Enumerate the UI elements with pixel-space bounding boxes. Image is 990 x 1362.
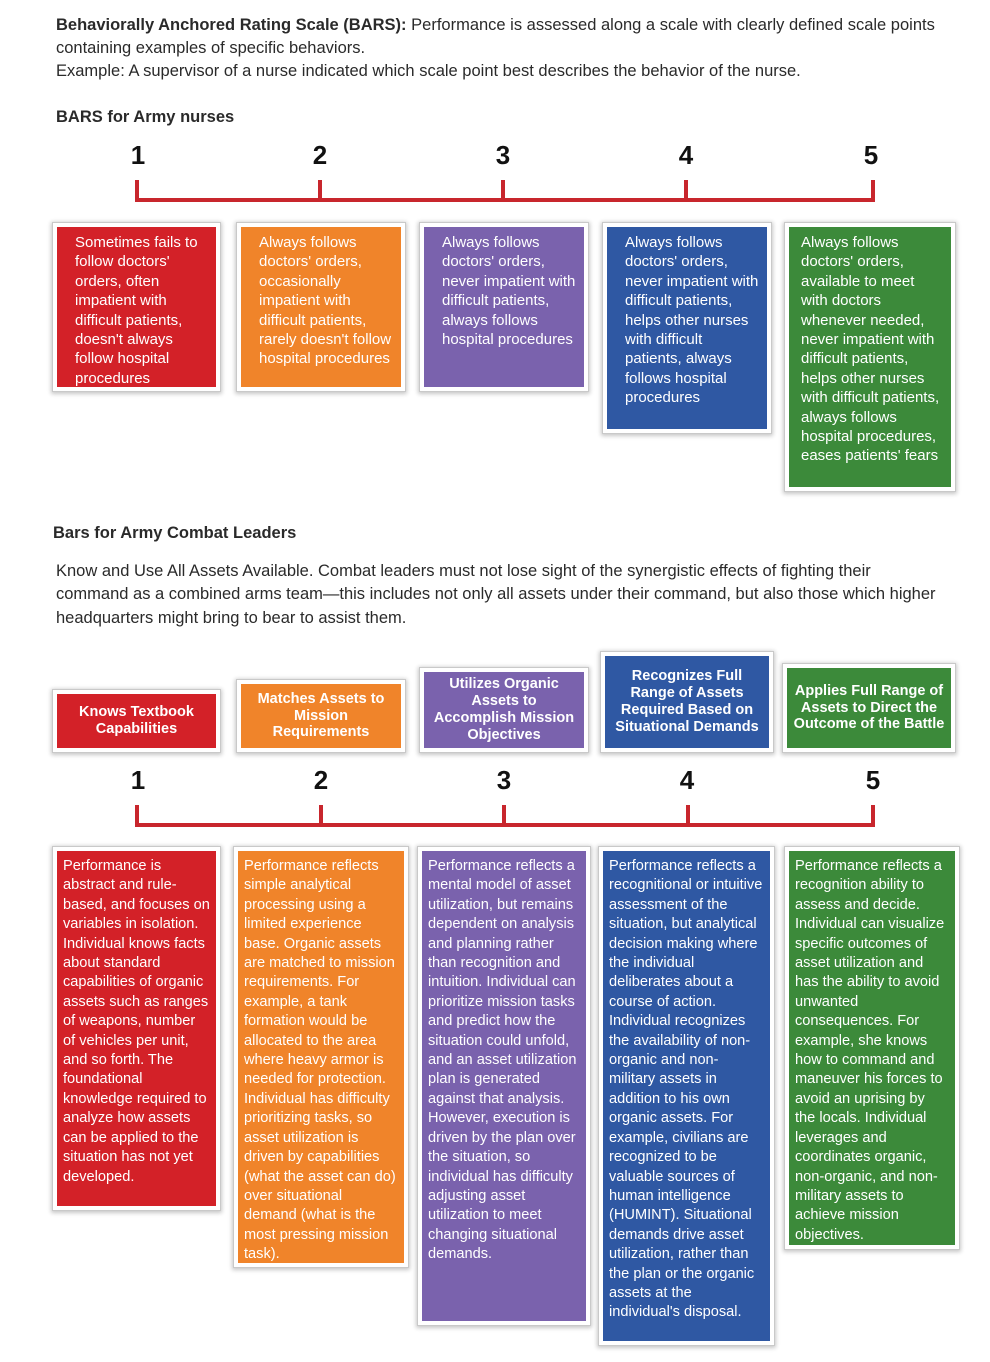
leaders-description-1: Performance is abstract and rule-based, and focuses on variables in isolation. Individual knows facts about standard capabilities of organic assets such as ranges of weapons, number of vehicles per unit, and so forth. The foundational knowledge required to analyze how assets can be applied to the situation has not yet developed. — [53, 847, 220, 1210]
nurses-anchor-2: Always follows doctors' orders, occasionally impatient with difficult patients, rarely doesn't follow hospital procedures — [237, 223, 405, 391]
leaders-description-4: Performance reflects a recognitional or intuitive assessment of the situation, but analytical decision making where the individual deliberates about a course of action. Individual recognizes the availability of non-organic and non-military assets in addition to his own organic assets. For example, civilians are recognized to be valuable sources of human intelligence (HUMINT). Situational demands drive asset utilization, rather than the plan or the organic assets at the individual's disposal. — [599, 847, 774, 1345]
leaders-description-3: Performance reflects a mental model of asset utilization, but remains dependent on analysis and planning rather than recognition and intuition. Individual can prioritize mission tasks and predict how the situation could unfold, and an asset utilization plan is generated against that analysis. However, execution is driven by the plan over the situation, so individual has difficulty adjusting asset utilization to meet changing situational demands. — [418, 847, 590, 1325]
leaders-header-5: Applies Full Range of Assets to Direct the Outcome of the Battle — [783, 664, 955, 752]
leaders-header-2: Matches Assets to Mission Requirements — [237, 680, 405, 752]
leaders-section-title: Bars for Army Combat Leaders — [53, 524, 297, 542]
nurses-section-title: BARS for Army nurses — [56, 108, 235, 126]
nurses-anchor-3: Always follows doctors' orders, never impatient with difficult patients, always follows hospital procedures — [420, 223, 588, 391]
leaders-header-3: Utilizes Organic Assets to Accomplish Mission Objectives — [420, 668, 588, 752]
leaders-description-2: Performance reflects simple analytical processing using a limited experience base. Organic assets are matched to mission requirements. For example, a tank formation would be allocated to the area where heavy armor is needed for protection. Individual has difficulty prioritizing tasks, so asset utilization is driven by capabilities (what the asset can do) over situational demand (what is the most pressing mission task). — [234, 847, 408, 1267]
leaders-scale-point-3: 3 — [496, 765, 512, 795]
nurses-scale-point-4: 4 — [678, 140, 694, 170]
bars-example: Example: A supervisor of a nurse indicated which scale point best describes the behavior of the nurse. — [56, 62, 801, 80]
leaders-scale-point-5: 5 — [865, 765, 881, 795]
bars-definition-text: Performance is assessed along a scale with clearly defined scale points containing examples of specific behaviors. — [56, 16, 935, 57]
nurses-scale-point-3: 3 — [495, 140, 511, 170]
leaders-header-4: Recognizes Full Range of Assets Required Based on Situational Demands — [601, 652, 773, 752]
leaders-description-5: Performance reflects a recognition ability to assess and decide. Individual can visualize specific outcomes of asset utilization and has the ability to avoid unwanted consequences. For example, she knows how to command and maneuver his forces to avoid an uprising by the locals. Individual leverages and coordinates organic, non-organic, and non-military assets to achieve mission objectives. — [785, 847, 959, 1249]
leaders-scale-point-4: 4 — [679, 765, 695, 795]
nurses-anchor-4: Always follows doctors' orders, never impatient with difficult patients, helps other nurses with difficult patients, always follows hospital procedures — [603, 223, 771, 433]
nurses-scale-point-2: 2 — [312, 140, 328, 170]
nurses-anchor-1: Sometimes fails to follow doctors' orders, often impatient with difficult patients, doesn't always follow hospital procedures — [53, 223, 220, 391]
nurses-anchor-5: Always follows doctors' orders, available to meet with doctors whenever needed, never impatient with difficult patients, helps other nurses with difficult patients, always follows hospital procedures, eases patients' fears — [785, 223, 955, 491]
leaders-intro: Know and Use All Assets Available. Combat leaders must not lose sight of the synergistic effects of fighting their command as a combined arms team—this includes not only all assets under their command, but also those which higher headquarters might bring to bear to assist them. — [56, 562, 936, 627]
bars-term: Behaviorally Anchored Rating Scale (BARS): — [56, 16, 407, 34]
leaders-header-1: Knows Textbook Capabilities — [53, 690, 220, 752]
nurses-scale-point-1: 1 — [130, 140, 146, 170]
bars-definition — [56, 14, 956, 83]
nurses-scale-point-5: 5 — [863, 140, 879, 170]
leaders-scale-point-2: 2 — [313, 765, 329, 795]
leaders-scale-point-1: 1 — [130, 765, 146, 795]
